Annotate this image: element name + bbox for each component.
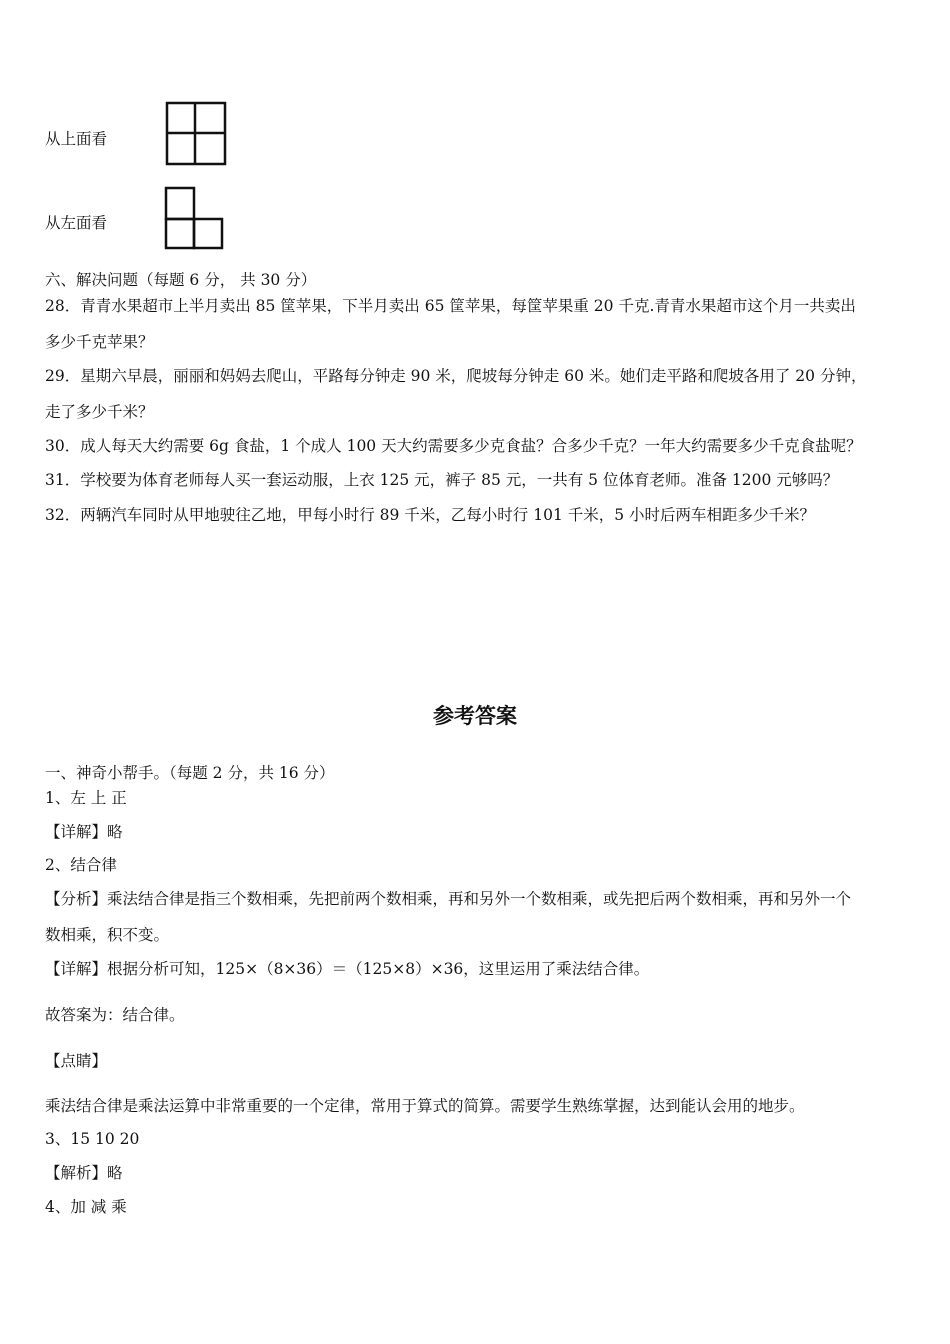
top-view-label: 从上面看 <box>45 130 108 148</box>
answer-2-detail: 【详解】根据分析可知，125×（8×36）＝（125×8）×36，这里运用了乘法结合律。 <box>45 960 650 978</box>
answers-title: 参考答案 <box>433 704 517 728</box>
question-28-line1: 28．青青水果超市上半月卖出 85 筐苹果，下半月卖出 65 筐苹果，每筐苹果重 20 千克.青青水果超市这个月一共卖出 <box>45 297 856 315</box>
answer-2: 2、结合律 <box>45 856 117 874</box>
answer-2-analysis-line2: 数相乘，积不变。 <box>45 926 170 944</box>
question-30: 30．成人每天大约需要 6g 食盐，1 个成人 100 天大约需要多少克食盐？合多少千克？一年大约需要多少千克食盐呢？ <box>45 437 862 455</box>
section6-title: 六、解决问题（每题 6 分， 共 30 分） <box>45 271 317 289</box>
left-view-bottom-right-square <box>194 219 222 248</box>
left-view-label: 从左面看 <box>45 214 108 232</box>
question-32: 32．两辆汽车同时从甲地驶往乙地，甲每小时行 89 千米，乙每小时行 101 千米，5 小时后两车相距多少千米？ <box>45 506 816 524</box>
left-view-bottom-left-square <box>166 219 194 248</box>
left-view-top-square <box>166 188 194 219</box>
question-28-line2: 多少千克苹果？ <box>45 333 154 351</box>
answer-1-detail: 【详解】略 <box>45 823 123 841</box>
answer-2-point: 乘法结合律是乘法运算中非常重要的一个定律，常用于算式的简算。需要学生熟练掌握，达到能认会用的地步。 <box>45 1097 805 1115</box>
question-29-line2: 走了多少千米？ <box>45 403 154 421</box>
answer-1: 1、左 上 正 <box>45 789 127 807</box>
answer-2-conclusion: 故答案为：结合律。 <box>45 1006 185 1024</box>
left-view-figure <box>163 185 227 251</box>
answer-4: 4、加 减 乘 <box>45 1198 127 1216</box>
answer-3: 3、15 10 20 <box>45 1130 140 1148</box>
answer-3-analysis: 【解析】略 <box>45 1164 123 1182</box>
answer-2-analysis-line1: 【分析】乘法结合律是指三个数相乘，先把前两个数相乘，再和另外一个数相乘，或先把后两个数相乘，再和另外一个 <box>45 890 852 908</box>
top-view-figure <box>163 100 229 168</box>
answer-2-point-title: 【点睛】 <box>45 1052 108 1070</box>
question-31: 31．学校要为体育老师每人买一套运动服，上衣 125 元，裤子 85 元，一共有 5 位体育老师。准备 1200 元够吗？ <box>45 471 839 489</box>
answers-section1-title: 一、神奇小帮手。（每题 2 分，共 16 分） <box>45 764 335 782</box>
question-29-line1: 29．星期六早晨，丽丽和妈妈去爬山，平路每分钟走 90 米，爬坡每分钟走 60 米。她们走平路和爬坡各用了 20 分钟， <box>45 367 867 385</box>
